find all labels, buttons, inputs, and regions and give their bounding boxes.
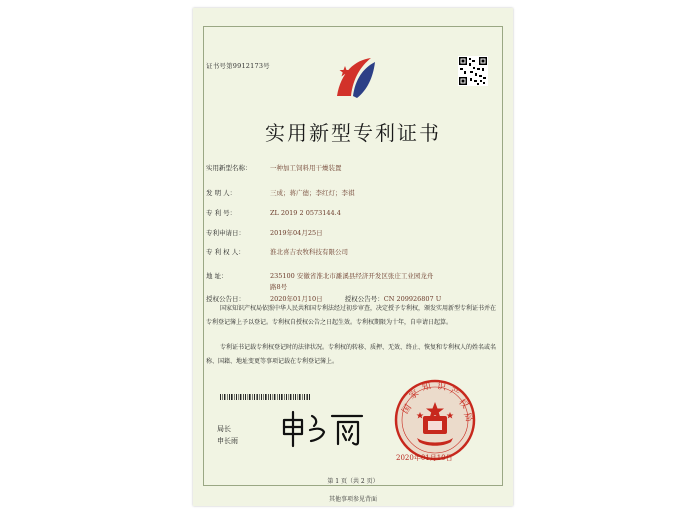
field-value: 淮北喜吉农牧科技有限公司 <box>270 248 348 256</box>
field-label: 发 明 人： <box>206 189 237 197</box>
svg-text:识: 识 <box>436 381 447 393</box>
field-patent-number <box>206 208 341 217</box>
patent-certificate <box>193 8 513 506</box>
svg-text:局: 局 <box>461 411 474 424</box>
certificate-title: 实用新型专利证书 <box>265 121 441 145</box>
back-page-note: 其他事项参见背面 <box>328 496 377 503</box>
field-value: 235100 安徽省淮北市濉溪县经济开发区张庄工业园龙舟 <box>270 272 434 280</box>
field-value: 路8号 <box>270 283 288 291</box>
field-address-line2 <box>270 282 287 291</box>
director-name: 申长雨 <box>217 437 238 445</box>
field-inventors <box>206 188 355 197</box>
field-value: CN 209926807 U <box>383 295 442 303</box>
field-patentee <box>206 247 348 256</box>
field-value: 2020年01月10日 <box>270 295 323 303</box>
seal-date: 2020年01月10日 <box>396 454 453 462</box>
paragraph-legal-status: 专利证书记载专利权登记时的法律状况。专利权的转移、质押、无效、终止、恢复和专利权人的姓名或名称、国籍、地址变更等事项记载在专利登记簿上。 <box>206 344 497 365</box>
field-label: 授权公告日： <box>206 295 245 303</box>
field-value: ZL 2019 2 0573144.4 <box>270 209 341 217</box>
field-label: 地 址： <box>206 272 228 280</box>
patent-office-logo-icon <box>331 52 377 100</box>
field-label: 专 利 权 人： <box>206 248 245 256</box>
svg-text:权: 权 <box>456 397 470 411</box>
field-label: 专 利 号： <box>206 209 237 217</box>
field-label: 授权公告号： <box>344 295 384 303</box>
field-value: 2019年04月25日 <box>270 229 323 237</box>
director-title: 局长 <box>217 425 231 433</box>
handwritten-signature-icon <box>278 408 368 450</box>
field-filing-date <box>206 228 323 237</box>
field-utility-model-name <box>206 163 342 172</box>
page-number: 第 1 页（共 2 页） <box>327 478 379 485</box>
official-seal-icon <box>393 378 477 462</box>
field-value: 一种加工饲料用干燥装置 <box>270 164 342 172</box>
svg-text:家: 家 <box>407 388 421 402</box>
barcode-icon <box>220 394 310 400</box>
svg-text:产: 产 <box>448 386 461 400</box>
field-address <box>206 271 433 280</box>
field-value: 三成；蒋广德；李红灯；李祺 <box>270 189 355 197</box>
paragraph-grant-notice: 国家知识产权局依照中华人民共和国专利法经过初步审查，决定授予专利权，颁发实用新型专利证书并在专利登记簿上予以登记。专利权自授权公告之日起生效。专利权期限为十年，自申请日起算。 <box>206 305 497 326</box>
certificate-number: 证书号第9912173号 <box>206 62 270 70</box>
svg-text:知: 知 <box>420 381 433 394</box>
field-label: 实用新型名称： <box>206 164 252 172</box>
field-label: 专利申请日： <box>206 229 245 237</box>
svg-text:国: 国 <box>400 403 414 417</box>
qr-code-icon <box>458 56 488 86</box>
